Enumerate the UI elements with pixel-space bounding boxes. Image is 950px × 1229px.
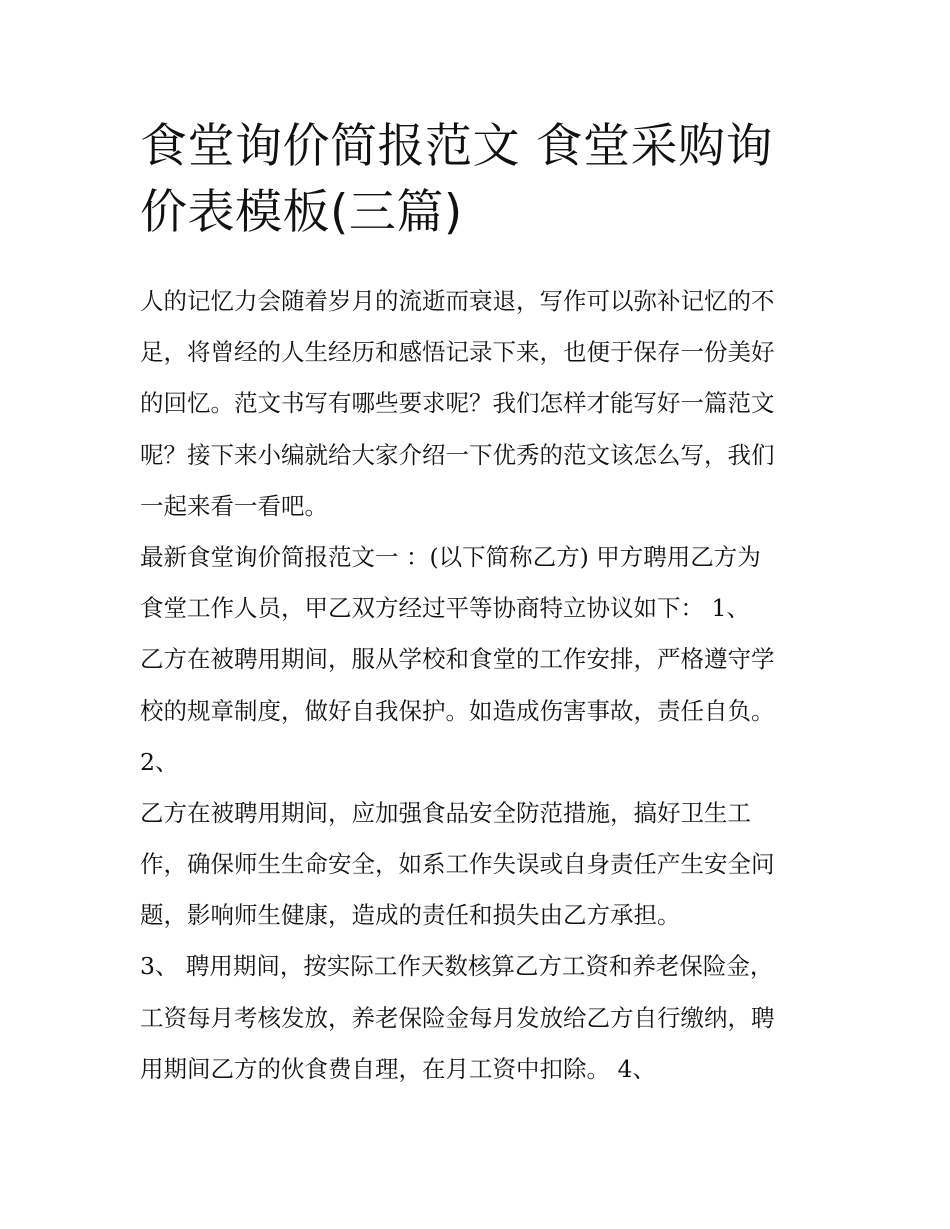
body-line: 呢？接下来小编就给大家介绍一下优秀的范文该怎么写，我们 — [140, 440, 775, 469]
body-line: 3、 聘用期间，按实际工作天数核算乙方工资和养老保险金， — [140, 952, 774, 981]
body-line: 食堂工作人员，甲乙双方经过平等协商特立协议如下： 1、 — [140, 594, 750, 623]
body-line: 2、 — [140, 747, 179, 776]
body-line: 题，影响师生健康，造成的责任和损失由乙方承担。 — [140, 901, 681, 930]
body-line: 乙方在被聘用期间，应加强食品安全防范措施，搞好卫生工 — [140, 798, 751, 827]
body-line: 用期间乙方的伙食费自理，在月工资中扣除。 4、 — [140, 1054, 656, 1083]
body-line: 工资每月考核发放，养老保险金每月发放给乙方自行缴纳，聘 — [140, 1003, 775, 1032]
document-body — [140, 276, 830, 1095]
title-line: 价表模板(三篇) — [140, 185, 463, 240]
body-line: 作，确保师生生命安全，如系工作失误或自身责任产生安全问 — [140, 850, 775, 879]
body-line: 一起来看一看吧。 — [140, 491, 328, 520]
body-line: 校的规章制度，做好自我保护。如造成伤害事故，责任自负。 — [140, 696, 775, 725]
body-line: 乙方在被聘用期间，服从学校和食堂的工作安排，严格遵守学 — [140, 645, 775, 674]
body-line: 人的记忆力会随着岁月的流逝而衰退，写作可以弥补记忆的不 — [140, 287, 775, 315]
body-line: 足，将曾经的人生经历和感悟记录下来，也便于保存一份美好 — [140, 338, 775, 367]
body-line: 最新食堂询价简报范文一 ：(以下简称乙方) 甲方聘用乙方为 — [140, 542, 761, 571]
title-line: 食堂询价简报范文 食堂采购询 — [140, 119, 773, 174]
document-title — [140, 114, 820, 246]
body-line: 的回忆。范文书写有哪些要求呢？我们怎样才能写好一篇范文 — [140, 389, 775, 418]
